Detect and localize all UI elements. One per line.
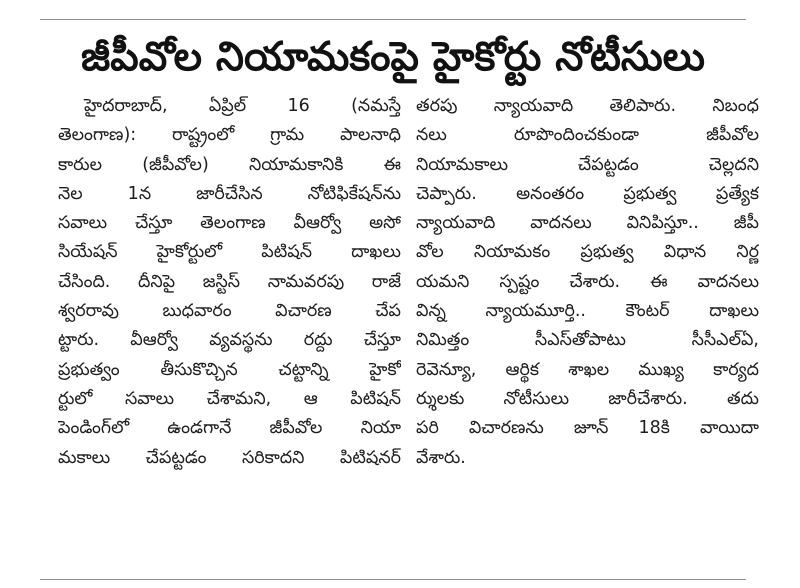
body-line: ర్శులకు నోటీసులు జారీచేశారు. తదు — [416, 388, 759, 409]
body-line: నలు రూపొందించకుండా జీపీవోల — [416, 125, 759, 146]
headline: జీపీవోల నియామకంపై హైకోర్టు నోటీసులు — [81, 34, 705, 80]
body-line: నియామకాలు చేపట్టడం చెల్లదని — [416, 154, 759, 175]
body-line: న్యాయవాది వాదనలు వినిపిస్తూ.. జీపీ — [416, 213, 759, 234]
body-line: పరి విచారణను జూన్ 18కి వాయిదా — [416, 418, 759, 439]
body-line: చెప్పారు. అనంతరం ప్రభుత్వ ప్రత్యేక — [416, 183, 759, 204]
body-line: ర్టులో సవాలు చేశామని, ఆ పిటిషన్ — [58, 388, 401, 409]
body-line: ప్రభుత్వం తీసుకొచ్చిన చట్టాన్ని హైకో — [58, 359, 401, 380]
body-line: వేశారు. — [416, 447, 466, 468]
body-line: చేసింది. దీనిపై జస్టిస్ నామవరపు రాజే — [58, 271, 401, 292]
body-line: తెలంగాణ): రాష్ట్రంలో గ్రామ పాలనాధి — [58, 125, 401, 146]
right-column — [416, 92, 759, 473]
body-line: శ్వరరావు బుధవారం విచారణ చేప — [58, 301, 401, 322]
body-line: పెండింగ్‌లో ఉండగానే జీపీవోల నియా — [58, 418, 401, 439]
body-line: కారుల (జీపీవోల) నియామకానికి ఈ — [58, 154, 401, 175]
left-column — [58, 92, 401, 473]
article-body — [58, 92, 758, 562]
body-line: హైదరాబాద్, ఏప్రిల్ 16 (నమస్తే — [84, 96, 401, 116]
body-line: తరపు న్యాయవాది తెలిపారు. నిబంధ — [416, 96, 759, 116]
body-line: విన్న న్యాయమూర్తి.. కౌంటర్ దాఖలు — [416, 301, 759, 322]
body-line: నిమిత్తం సీఎస్‌తోపాటు సీసీఎల్ఏ, — [416, 330, 759, 351]
body-line: వోల నియామకం ప్రభుత్వ విధాన నిర్ణ — [416, 242, 759, 263]
body-line: సియేషన్ హైకోర్టులో పిటిషన్ దాఖలు — [58, 242, 401, 263]
body-line: నెల 1న జారీచేసిన నోటిఫికేషన్‌ను — [58, 183, 401, 204]
body-line: యమని స్పష్టం చేశారు. ఈ వాదనలు — [416, 271, 759, 292]
body-line: రెవెన్యూ, ఆర్థిక శాఖల ముఖ్య కార్యద — [416, 359, 759, 380]
body-line: సవాలు చేస్తూ తెలంగాణ వీఆర్వో అసో — [58, 213, 401, 234]
bottom-rule — [40, 579, 746, 580]
body-line: మకాలు చేపట్టడం సరికాదని పిటిషనర్ — [58, 447, 401, 468]
body-line: ట్టారు. వీఆర్వో వ్యవస్థను రద్దు చేస్తూ — [58, 330, 401, 351]
top-rule — [40, 19, 746, 20]
